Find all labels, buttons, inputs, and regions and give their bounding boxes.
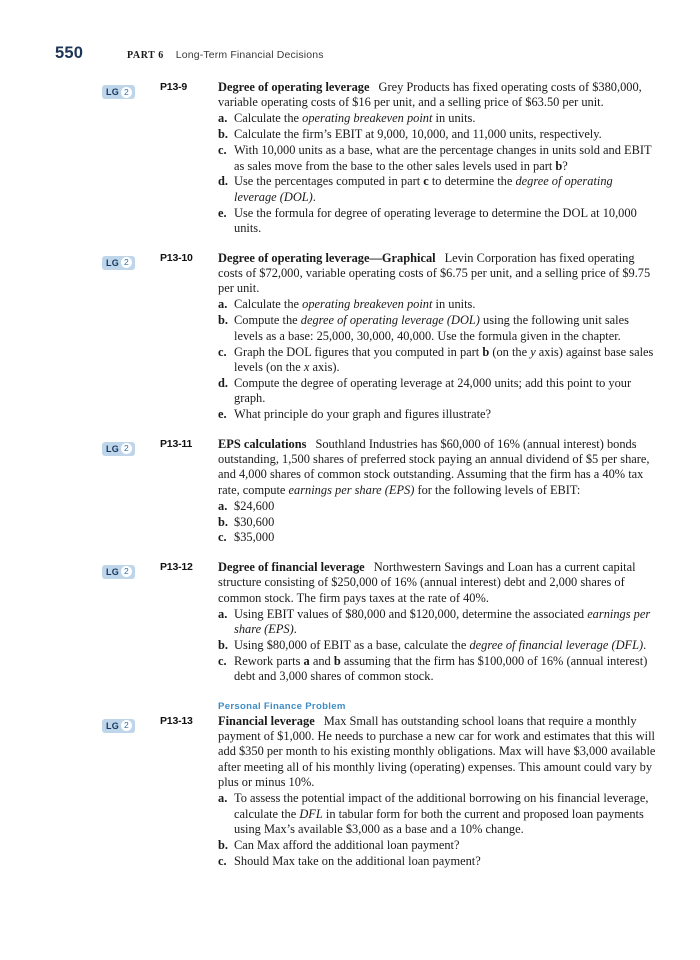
text-run: . [643,637,647,652]
running-head [55,44,655,63]
problem-list [0,80,700,883]
learning-goal-badge [102,719,135,733]
problem-part [218,407,658,422]
problem-lead [218,80,658,111]
page-number: 550 [55,44,84,62]
text-run: b [482,344,490,359]
text-run: . [293,622,297,636]
part-marker: b. [218,313,228,328]
problem-part [218,143,658,174]
learning-goal-number: 2 [121,87,132,98]
problem-parts [218,607,658,685]
problem-body [218,714,700,870]
learning-goal-label: LG [106,257,119,268]
part-marker: e. [218,205,227,220]
part-marker: a. [218,297,228,312]
problem-part [218,313,658,344]
problem-part [218,838,658,853]
problem-part [218,607,658,638]
part-marker: a. [218,791,228,806]
text-run: operating breakeven point [302,297,433,312]
text-run: axis) against base sales levels (on the [234,344,654,374]
problem-part [218,854,658,869]
part-label: PART 6 [127,49,164,61]
text-run: assuming that the firm has $100,000 of 16% (annual interest) debt and 3,000 shares of common stock. [234,653,648,684]
part-marker: b. [218,637,228,652]
learning-goal-badge [102,565,135,579]
text-run: Max Small has outstanding school loans that require a monthly payment of $1,000. He needs to purchase a new car for work and estimates that this will add $350 per month to his existing monthly obligations. Max will have $3,000 available after meeting all of his monthly living (operating) expenses. This amount could vary by plus or minus 10%. [218,713,656,790]
text-run: What principle do your graph and figures illustrate? [234,407,492,422]
part-marker: b. [218,514,228,529]
problem-title: Degree of operating leverage—Graphical [218,250,436,265]
part-marker: c. [218,344,227,359]
text-run: DFL [299,806,323,821]
problem-body [218,251,700,423]
problem-block [0,80,700,237]
learning-goal-label: LG [106,443,119,454]
learning-goal-cell [0,251,160,269]
text-run: for the following levels of EBIT: [414,482,581,497]
text-run: in units. [432,297,476,312]
part-marker: a. [218,498,228,513]
problem-parts [218,499,658,546]
problem-part [218,499,658,514]
text-run: in tabular form for both the current and proposed loan payments using Max’s available $3,000 as a base and a 10% change. [234,806,644,836]
part-marker: a. [218,111,228,126]
text-run: b [555,158,563,173]
text-run: c [423,174,429,189]
text-run: degree of financial leverage (DFL) [469,637,644,652]
part-marker: c. [218,853,227,868]
problem-part [218,206,658,237]
problem-block [0,560,700,685]
text-run: x [303,359,310,374]
problem-block [0,437,700,546]
text-run: Using EBIT values of $80,000 and $120,000, determine the associated [234,606,588,621]
part-marker: d. [218,375,228,390]
text-run: operating breakeven point [302,111,433,126]
personal-finance-heading: Personal Finance Problem [218,700,346,712]
learning-goal-label: LG [106,566,119,577]
problem-body [218,80,700,237]
problem-part [218,111,658,126]
learning-goal-cell [0,714,160,732]
problem-lead [218,251,658,297]
learning-goal-badge [102,85,135,99]
learning-goal-badge [102,256,135,270]
text-run: to determine the [428,174,516,189]
learning-goal-number: 2 [121,720,132,731]
text-run: Grey Products has fixed operating costs of $380,000, variable operating costs of $16 per unit, and a selling price of $63.50 per unit. [218,80,642,110]
section-heading-wrap [0,701,700,712]
part-marker: c. [218,653,227,668]
learning-goal-label: LG [106,87,119,97]
problem-block [0,251,700,423]
problem-part [218,127,658,142]
text-run: Use the formula for degree of operating leverage to determine the DOL at 10,000 units. [234,205,637,236]
learning-goal-cell [0,80,160,98]
text-run: degree of operating leverage (DOL) [300,313,480,328]
problem-lead [218,437,658,499]
problem-body [218,437,700,546]
text-run: $24,600 [234,498,275,513]
part-marker: a. [218,606,228,621]
part-marker: c. [218,530,227,545]
text-run: Can Max afford the additional loan payment? [234,837,460,852]
text-run: a [303,653,310,668]
part-title: Long-Term Financial Decisions [175,49,324,61]
text-run: earnings per share (EPS) [234,606,651,636]
text-run: Compute the degree of operating leverage at 24,000 units; add this point to your graph. [234,375,632,406]
text-run: y [530,344,536,359]
problem-part [218,638,658,653]
text-run: Use the percentages computed in part [234,174,424,189]
text-run: Should Max take on the additional loan payment? [234,853,481,868]
problem-lead [218,560,658,606]
text-run: in units. [432,111,476,126]
problem-number: P13-12 [160,560,193,573]
text-run: With 10,000 units as a base, what are the percentage changes in units sold and EBIT as sales move from the base to the other sales levels used in part [234,143,652,173]
part-marker: d. [218,174,228,189]
text-run: Levin Corporation has fixed operating costs of $72,000, variable operating costs of $6.75 per unit, and a selling price of $9.75 per unit. [218,250,651,296]
text-run: using the following unit sales levels as a base: 25,000, 30,000, 40,000. Use the formula given in the chapter. [234,313,629,343]
text-run: Graph the DOL figures that you computed in part [234,344,483,359]
text-run: . [312,189,316,204]
problem-title: Financial leverage [218,713,315,728]
text-run: $30,600 [234,514,275,529]
text-run: Calculate the firm’s EBIT at 9,000, 10,000, and 11,000 units, respectively. [234,127,602,142]
learning-goal-cell [0,560,160,578]
learning-goal-cell [0,437,160,455]
learning-goal-number: 2 [121,566,132,577]
problem-part [218,515,658,530]
problem-title: Degree of operating leverage [218,80,370,94]
problem-title: EPS calculations [218,436,307,451]
learning-goal-label: LG [106,720,119,731]
text-run: axis). [309,359,340,374]
text-run: and [309,653,334,668]
text-run: (on the [489,344,531,359]
problem-lead [218,714,658,791]
problem-number: P13-10 [160,251,193,264]
text-run: Calculate the [234,297,303,312]
problem-part [218,174,658,205]
problem-part [218,654,658,685]
problem-part [218,530,658,545]
text-run: Southland Industries has $60,000 of 16% (annual interest) bonds outstanding, 1,500 shares of preferred stock paying an annual dividend of $5 per share, and 4,000 shares of common stock outstanding. Assuming that the firm has a 40% tax rate, compute [218,436,650,497]
text-run: Using $80,000 of EBIT as a base, calculate the [234,637,470,652]
text-run: b [333,653,341,668]
text-run: Compute the [234,313,301,328]
problem-part [218,345,658,376]
text-run: Rework parts [234,653,304,668]
text-run: Calculate the [234,111,303,126]
problem-body [218,560,700,685]
problem-block [0,714,700,870]
problem-parts [218,111,658,236]
problem-number: P13-11 [160,437,193,450]
part-marker: e. [218,407,227,422]
part-marker: b. [218,837,228,852]
learning-goal-number: 2 [121,443,132,454]
part-marker: b. [218,127,228,142]
problem-parts [218,791,658,869]
learning-goal-number: 2 [121,257,132,268]
part-marker: c. [218,143,227,158]
problem-part [218,376,658,407]
text-run: degree of operating leverage (DOL) [234,174,613,204]
problem-part [218,791,658,837]
problem-parts [218,297,658,422]
learning-goal-badge [102,442,135,456]
problem-part [218,297,658,312]
text-run: earnings per share (EPS) [288,482,415,497]
problem-number: P13-13 [160,714,193,727]
text-run: $35,000 [234,530,275,545]
text-run: To assess the potential impact of the additional borrowing on his financial leverage, calculate the [234,791,649,821]
problem-number: P13-9 [160,81,188,93]
problem-title: Degree of financial leverage [218,559,365,574]
text-run: Northwestern Savings and Loan has a current capital structure consisting of $250,000 of 16% (annual interest) debt and 2,000 shares of common stock. The firm pays taxes at the rate of 40%. [218,559,636,605]
text-run: ? [562,158,568,173]
